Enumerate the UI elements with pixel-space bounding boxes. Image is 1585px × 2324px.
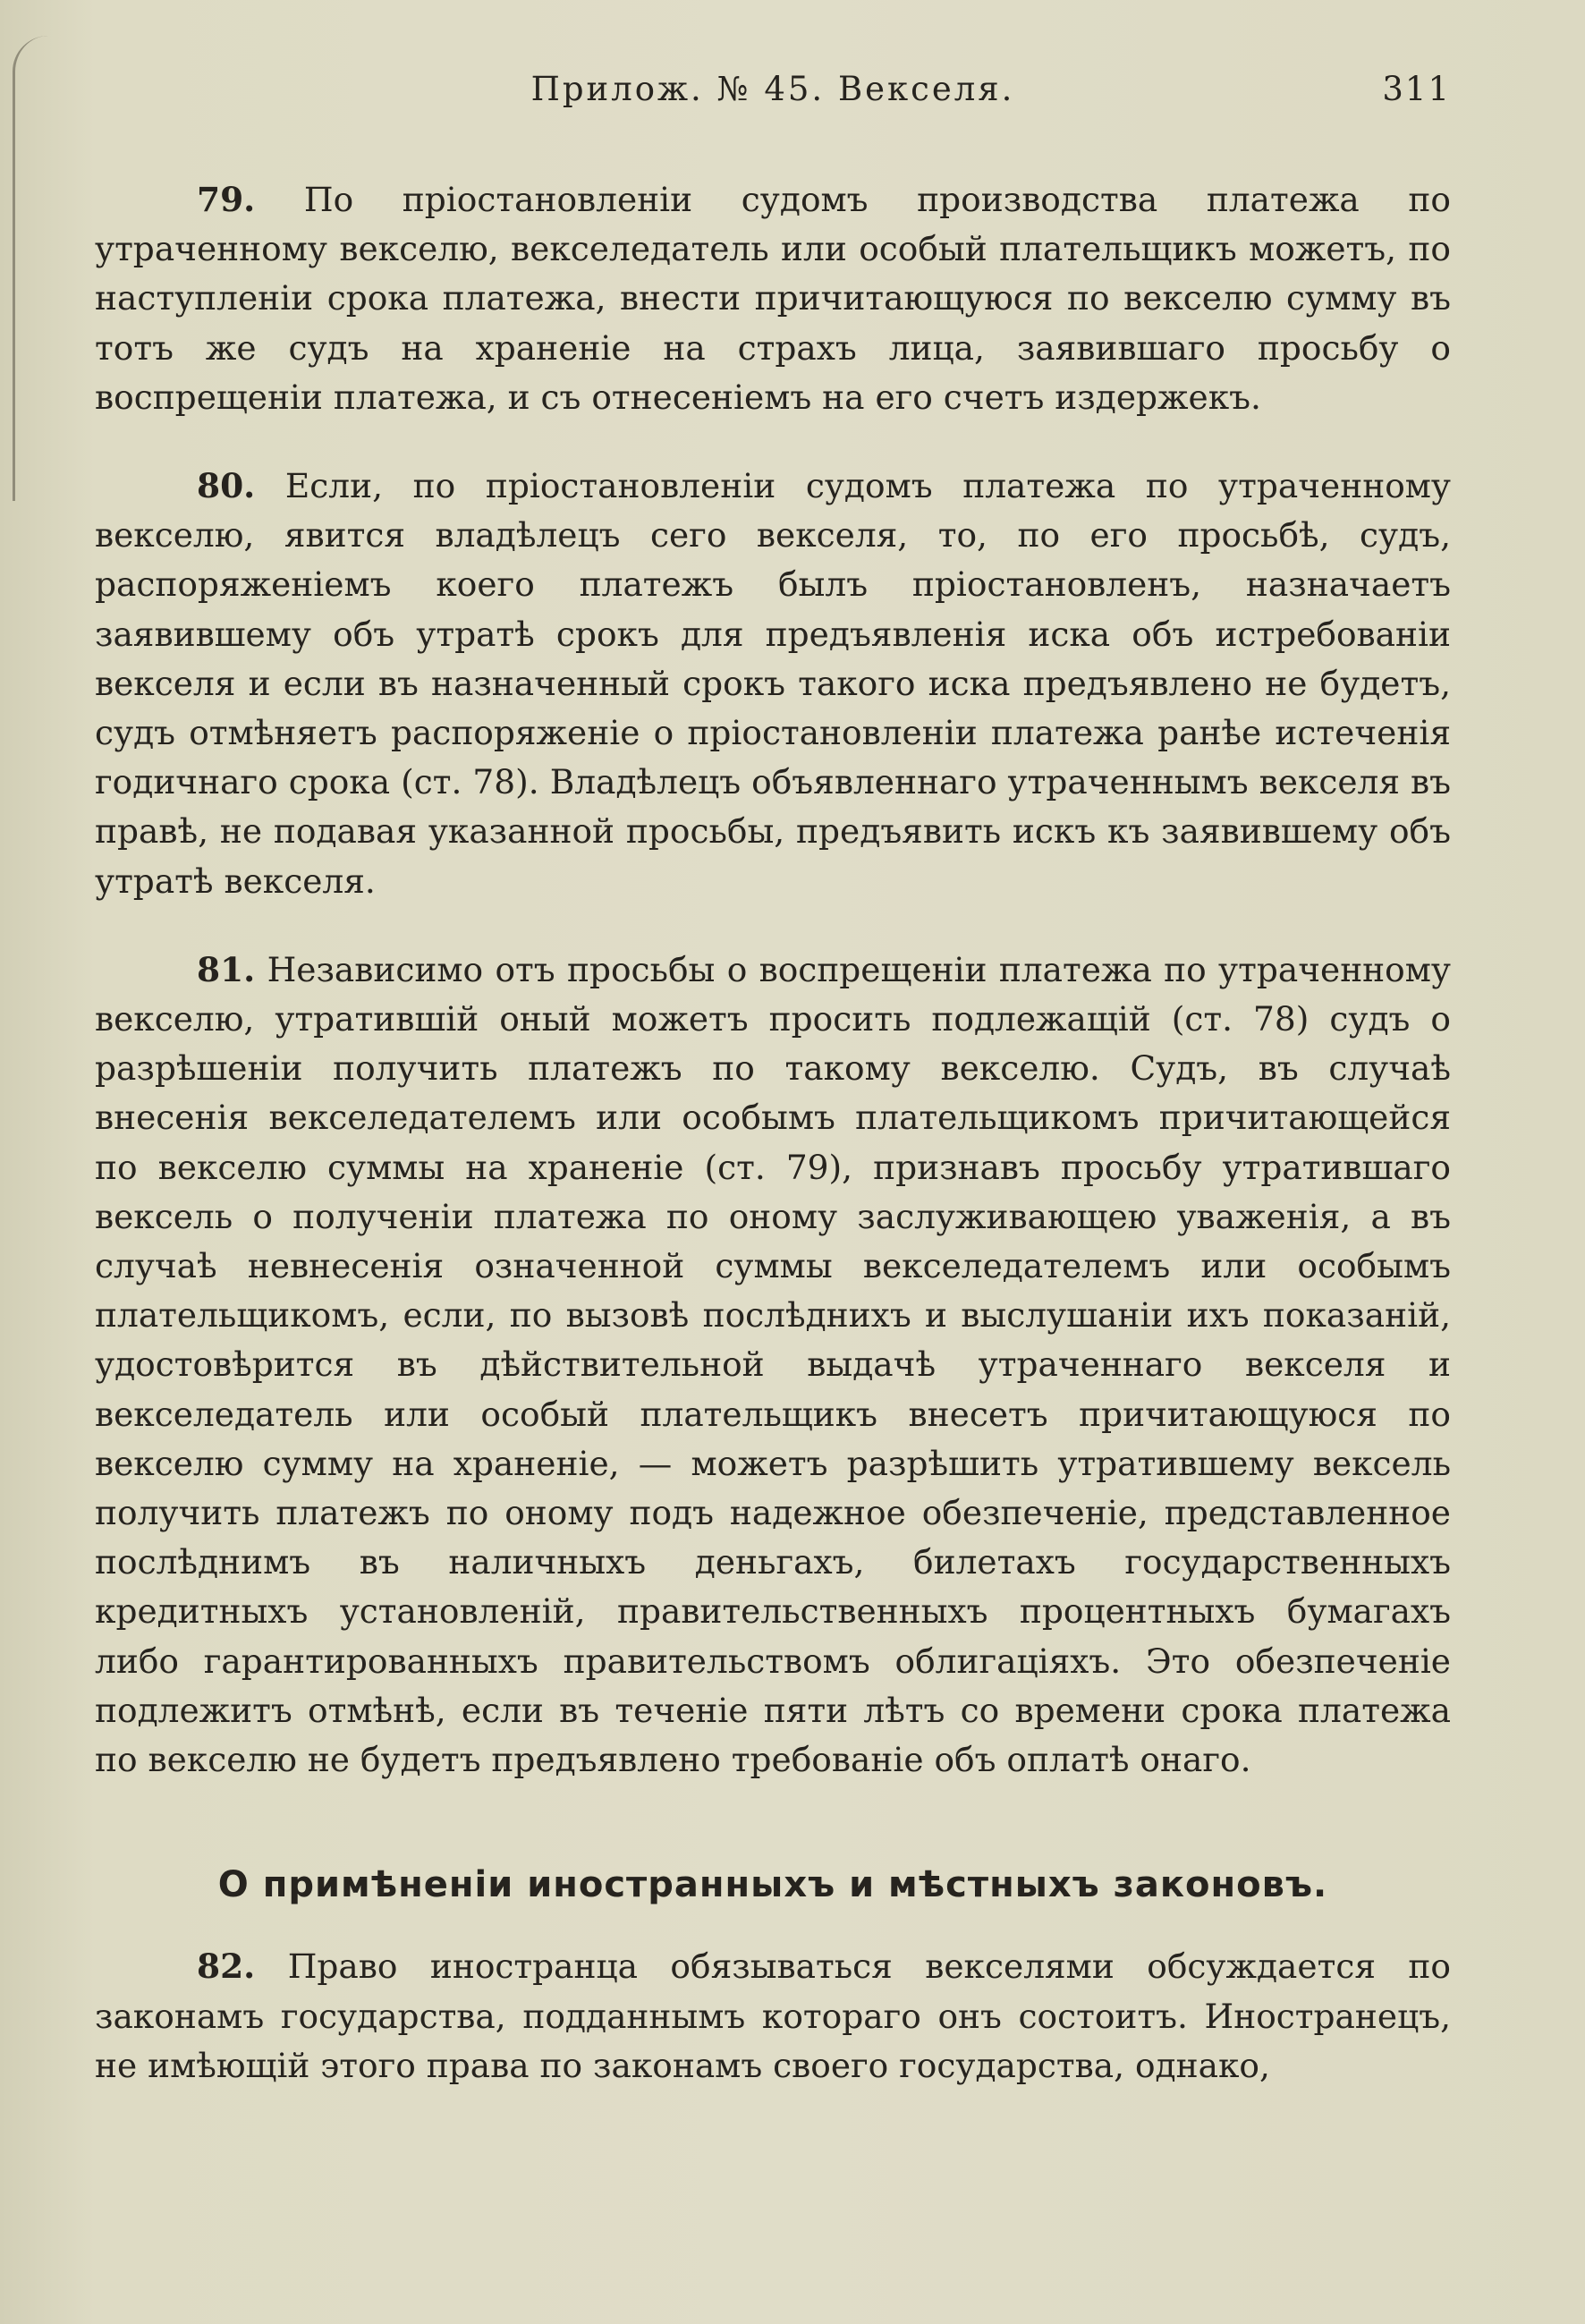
- article-text: Если, по пріостановленіи судомъ платежа по утраченному векселю, явится владѣлецъ сего векселя, то, по его просьбѣ, судъ, распоряженіемъ коего платежъ былъ пріостановленъ, назначаетъ заявившему объ утратѣ срокъ для предъявленія иска объ истребованіи векселя и если въ назначенный срокъ такого иска предъявлено не будетъ, судъ отмѣняетъ распоряженіе о пріостановленіи платежа ранѣе истеченія годичнаго срока (ст. 78). Владѣлецъ объявленнаго утраченнымъ векселя въ правѣ, не подавая указанной просьбы, предъявить искъ къ заявившему объ утратѣ векселя.: [95, 466, 1451, 901]
- article-text: Независимо отъ просьбы о воспрещеніи платежа по утраченному векселю, утратившій оный можетъ просить подлежащій (ст. 78) судъ о разрѣшеніи получить платежъ по такому векселю. Судъ, въ случаѣ внесенія векселедателемъ или особымъ плательщикомъ причитающейся по векселю суммы на храненіе (ст. 79), признавъ просьбу утратившаго вексель о полученіи платежа по оному заслуживающею уваженія, а въ случаѣ невнесенія означенной суммы векселедателемъ или особымъ плательщикомъ, если, по вызовѣ послѣднихъ и выслушаніи ихъ показаній, удостовѣрится въ дѣйствительной выдачѣ утраченнаго векселя и векселедатель или особый плательщикъ внесетъ причитающуюся по векселю сумму на храненіе, — можетъ разрѣшить утратившему вексель получить платежъ по оному подъ надежное обезпеченіе, представленное послѣднимъ въ наличныхъ деньгахъ, билетахъ государственныхъ кредитныхъ установленій, правительственныхъ процентныхъ бумагахъ либо гарантированныхъ правительствомъ облигаціяхъ. Это обезпеченіе подлежитъ отмѣнѣ, если въ теченіе пяти лѣтъ со времени срока платежа по векселю не будетъ предъявлено требованіе объ оплатѣ онаго.: [95, 949, 1451, 1780]
- article-number: 80.: [197, 466, 256, 506]
- text-column: [95, 175, 1451, 2130]
- running-head: [95, 70, 1451, 123]
- article-81: [95, 946, 1451, 1785]
- article-number: 81.: [197, 949, 256, 989]
- article-text: Право иностранца обязываться векселями обсуждается по законамъ государства, подданнымъ котораго онъ состоитъ. Иностранецъ, не имѣющій этого права по законамъ своего государства, однако,: [95, 1947, 1452, 2085]
- article-79: [95, 175, 1451, 422]
- article-number: 82.: [197, 1947, 256, 1987]
- article-80: [95, 462, 1451, 906]
- running-title: Прилож. № 45. Векселя.: [530, 70, 1015, 108]
- article-82: [95, 1942, 1451, 2091]
- page-binding-edge: [13, 36, 56, 501]
- page-number: 311: [1382, 70, 1451, 108]
- section-heading: О примѣненіи иностранныхъ и мѣстныхъ законовъ.: [217, 1864, 1328, 1906]
- article-text: По пріостановленіи судомъ производства платежа по утраченному векселю, векселедатель или особый плательщикъ можетъ, по наступленіи срока платежа, внести причитающуюся по векселю сумму въ тотъ же судъ на храненіе на страхъ лица, заявившаго просьбу о воспрещеніи платежа, и съ отнесеніемъ на его счетъ издержекъ.: [95, 180, 1451, 417]
- article-number: 79.: [197, 180, 256, 219]
